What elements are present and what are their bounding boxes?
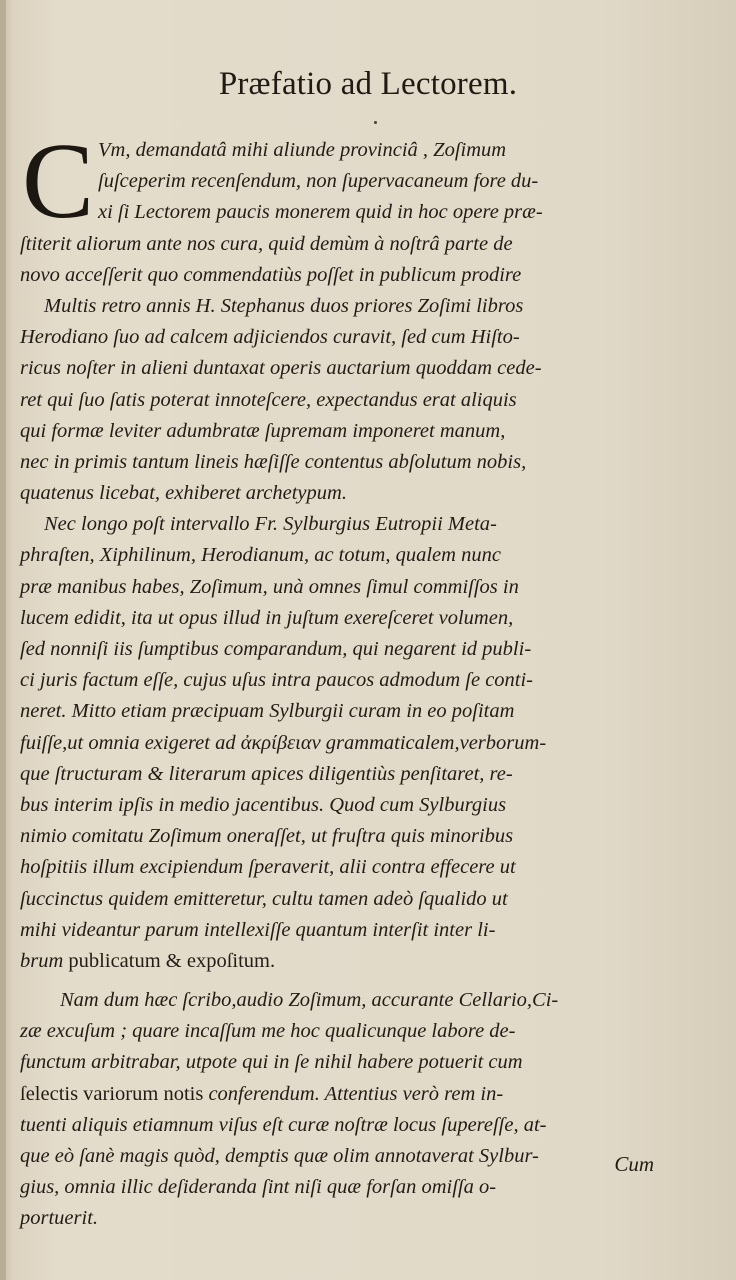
page-gutter bbox=[0, 0, 6, 1280]
paragraph-gap bbox=[20, 977, 656, 985]
paragraph-4 bbox=[20, 985, 656, 1235]
text-line: nec in primis tantum lineis hæſiſſe contentus abſolutum nobis, bbox=[20, 450, 527, 473]
paragraph-1 bbox=[20, 135, 656, 291]
text-line: ricus noſter in alieni duntaxat operis auctarium quoddam cede- bbox=[20, 357, 542, 380]
text-roman: publicatum & expoſitum. bbox=[63, 949, 276, 972]
drop-cap: C bbox=[22, 122, 95, 241]
text-line: Nam dum hæc ſcribo,audio Zoſimum, accurante Cellario,Ci- bbox=[60, 989, 559, 1012]
catchword: Cum bbox=[614, 1152, 654, 1176]
text-line: bus interim ipſis in medio jacentibus. Quod cum Sylburgius bbox=[20, 793, 507, 816]
text-line: qui formæ leviter adumbratæ ſupremam imponeret manum, bbox=[20, 419, 506, 442]
text-roman: ſelectis variorum notis bbox=[20, 1082, 204, 1105]
text-line: præ manibus habes, Zoſimum, unà omnes ſimul commiſſos in bbox=[20, 575, 519, 598]
text-line: ci juris factum eſſe, cujus uſus intra paucos admodum ſe conti- bbox=[20, 669, 534, 692]
text-line: quatenus licebat, exhiberet archetypum. bbox=[20, 482, 347, 505]
text-line: portuerit. bbox=[20, 1207, 99, 1230]
text-line: Multis retro annis H. Stephanus duos priores Zoſimi libros bbox=[44, 294, 524, 317]
ink-dot bbox=[374, 121, 377, 124]
text-line: gius, omnia illic deſideranda ſint niſi quæ forſan omiſſa o- bbox=[20, 1176, 497, 1199]
text-line: lucem edidit, ita ut opus illud in juſtum exereſceret volumen, bbox=[20, 606, 514, 629]
text-line: hoſpitiis illum excipiendum ſperaverit, alii contra effecere ut bbox=[20, 856, 516, 879]
text-line: ret qui ſuo ſatis poterat innoteſcere, expectandus erat aliquis bbox=[20, 388, 517, 411]
text-italic: conferendum. Attentius verò rem in- bbox=[203, 1082, 504, 1105]
text-line: novo acceſſerit quo commendatiùs poſſet in publicum prodire bbox=[20, 263, 522, 286]
text-line-mixed bbox=[20, 946, 656, 977]
text-line: que eò ſanè magis quòd, demptis quæ olim annotaverat Sylbur- bbox=[20, 1145, 539, 1167]
text-line: neret. Mitto etiam præcipuam Sylburgii curam in eo poſitam bbox=[20, 700, 515, 723]
text-line: mihi videantur parum intellexiſſe quantum interſit inter li- bbox=[20, 918, 496, 941]
text-line: nimio comitatu Zoſimum oneraſſet, ut fruſtra quis minoribus bbox=[20, 825, 514, 848]
text-line: que ſtructuram & literarum apices diligentiùs penſitaret, re- bbox=[20, 762, 513, 785]
text-line-mixed bbox=[20, 1079, 656, 1110]
text-line: zæ excuſum ; quare incaſſum me hoc qualicunque labore de- bbox=[20, 1020, 516, 1043]
paragraph-3 bbox=[20, 509, 656, 977]
text-italic: brum bbox=[20, 949, 64, 972]
text-line: phraſten, Xiphilinum, Herodianum, ac totum, qualem nunc bbox=[20, 544, 501, 567]
text-line: Vm, demandatâ mihi aliunde provinciâ , Zoſimum bbox=[98, 139, 507, 161]
text-line: Herodiano ſuo ad calcem adjiciendos curavit, ſed cum Hiſto- bbox=[20, 326, 520, 349]
text-line: functum arbitrabar, utpote qui in ſe nihil habere potuerit cum bbox=[20, 1051, 523, 1074]
text-line: ſuccinctus quidem emitteretur, cultu tamen adeò ſqualido ut bbox=[20, 887, 508, 910]
text-line: Nec longo poſt intervallo Fr. Sylburgius Eutropii Meta- bbox=[44, 513, 497, 536]
text-line: ſed nonniſi iis ſumptibus comparandum, qui negarent id publi- bbox=[20, 638, 532, 660]
text-line: ſuſceperim recenſendum, non ſupervacaneum fore du- bbox=[98, 170, 539, 193]
text-line: xi ſi Lectorem paucis monerem quid in hoc opere præ- bbox=[98, 201, 543, 224]
body-text bbox=[20, 135, 656, 1235]
text-line: fuiſſe,ut omnia exigeret ad ἀκρίβειαν grammaticalem,verborum- bbox=[20, 731, 547, 754]
text-line: tuenti aliquis etiamnum viſus eſt curæ noſtræ locus ſupereſſe, at- bbox=[20, 1113, 547, 1136]
page-title: Præfatio ad Lectorem. bbox=[218, 66, 518, 102]
text-line: ſtiterit aliorum ante nos cura, quid demùm à noſtrâ parte de bbox=[20, 232, 513, 255]
paragraph-2 bbox=[20, 291, 656, 509]
